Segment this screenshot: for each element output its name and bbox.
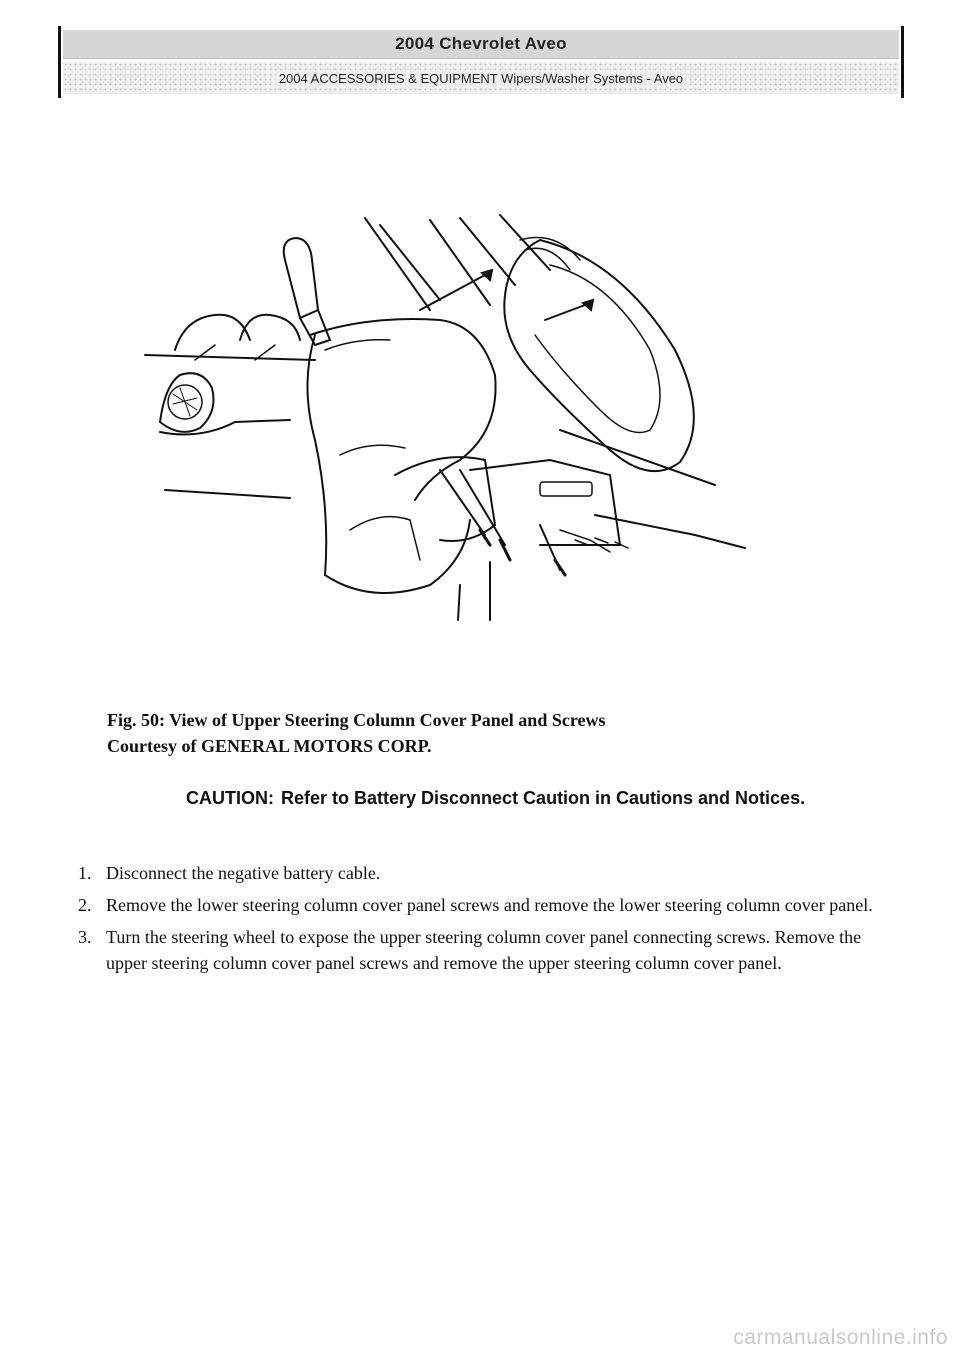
step-number: 1.: [78, 863, 92, 883]
list-item: [78, 924, 884, 976]
step-number: 2.: [78, 895, 92, 915]
step-text: Turn the steering wheel to expose the upper steering column cover panel connecting screws. Remove the upper steering column cover panel screws and remove the upper steering column cover panel.: [106, 927, 862, 973]
caution-label: CAUTION:: [186, 788, 274, 808]
document-subtitle: 2004 ACCESSORIES & EQUIPMENT Wipers/Washer Systems - Aveo: [275, 71, 687, 86]
procedure-steps: [78, 860, 884, 982]
title-bar: [63, 30, 899, 59]
caption-courtesy: Courtesy of GENERAL MOTORS CORP.: [107, 736, 432, 756]
figure-caption: [107, 707, 605, 759]
watermark: carmanualsonline.info: [733, 1326, 948, 1349]
header-left-border: [58, 26, 61, 98]
step-number: 3.: [78, 927, 92, 947]
caution-note: [186, 785, 876, 811]
subtitle-bar: [63, 62, 899, 94]
caption-title: Fig. 50: View of Upper Steering Column Cover Panel and Screws: [107, 710, 606, 730]
header-right-border: [901, 26, 904, 98]
step-text: Remove the lower steering column cover panel screws and remove the lower steering column cover panel.: [106, 895, 873, 915]
page-header: [58, 26, 904, 96]
step-text: Disconnect the negative battery cable.: [106, 863, 381, 883]
list-item: [78, 860, 884, 886]
document-title: 2004 Chevrolet Aveo: [395, 34, 567, 53]
steering-column-illustration: [140, 200, 760, 630]
caution-text: Refer to Battery Disconnect Caution in Cautions and Notices.: [281, 788, 806, 808]
list-item: [78, 892, 884, 918]
